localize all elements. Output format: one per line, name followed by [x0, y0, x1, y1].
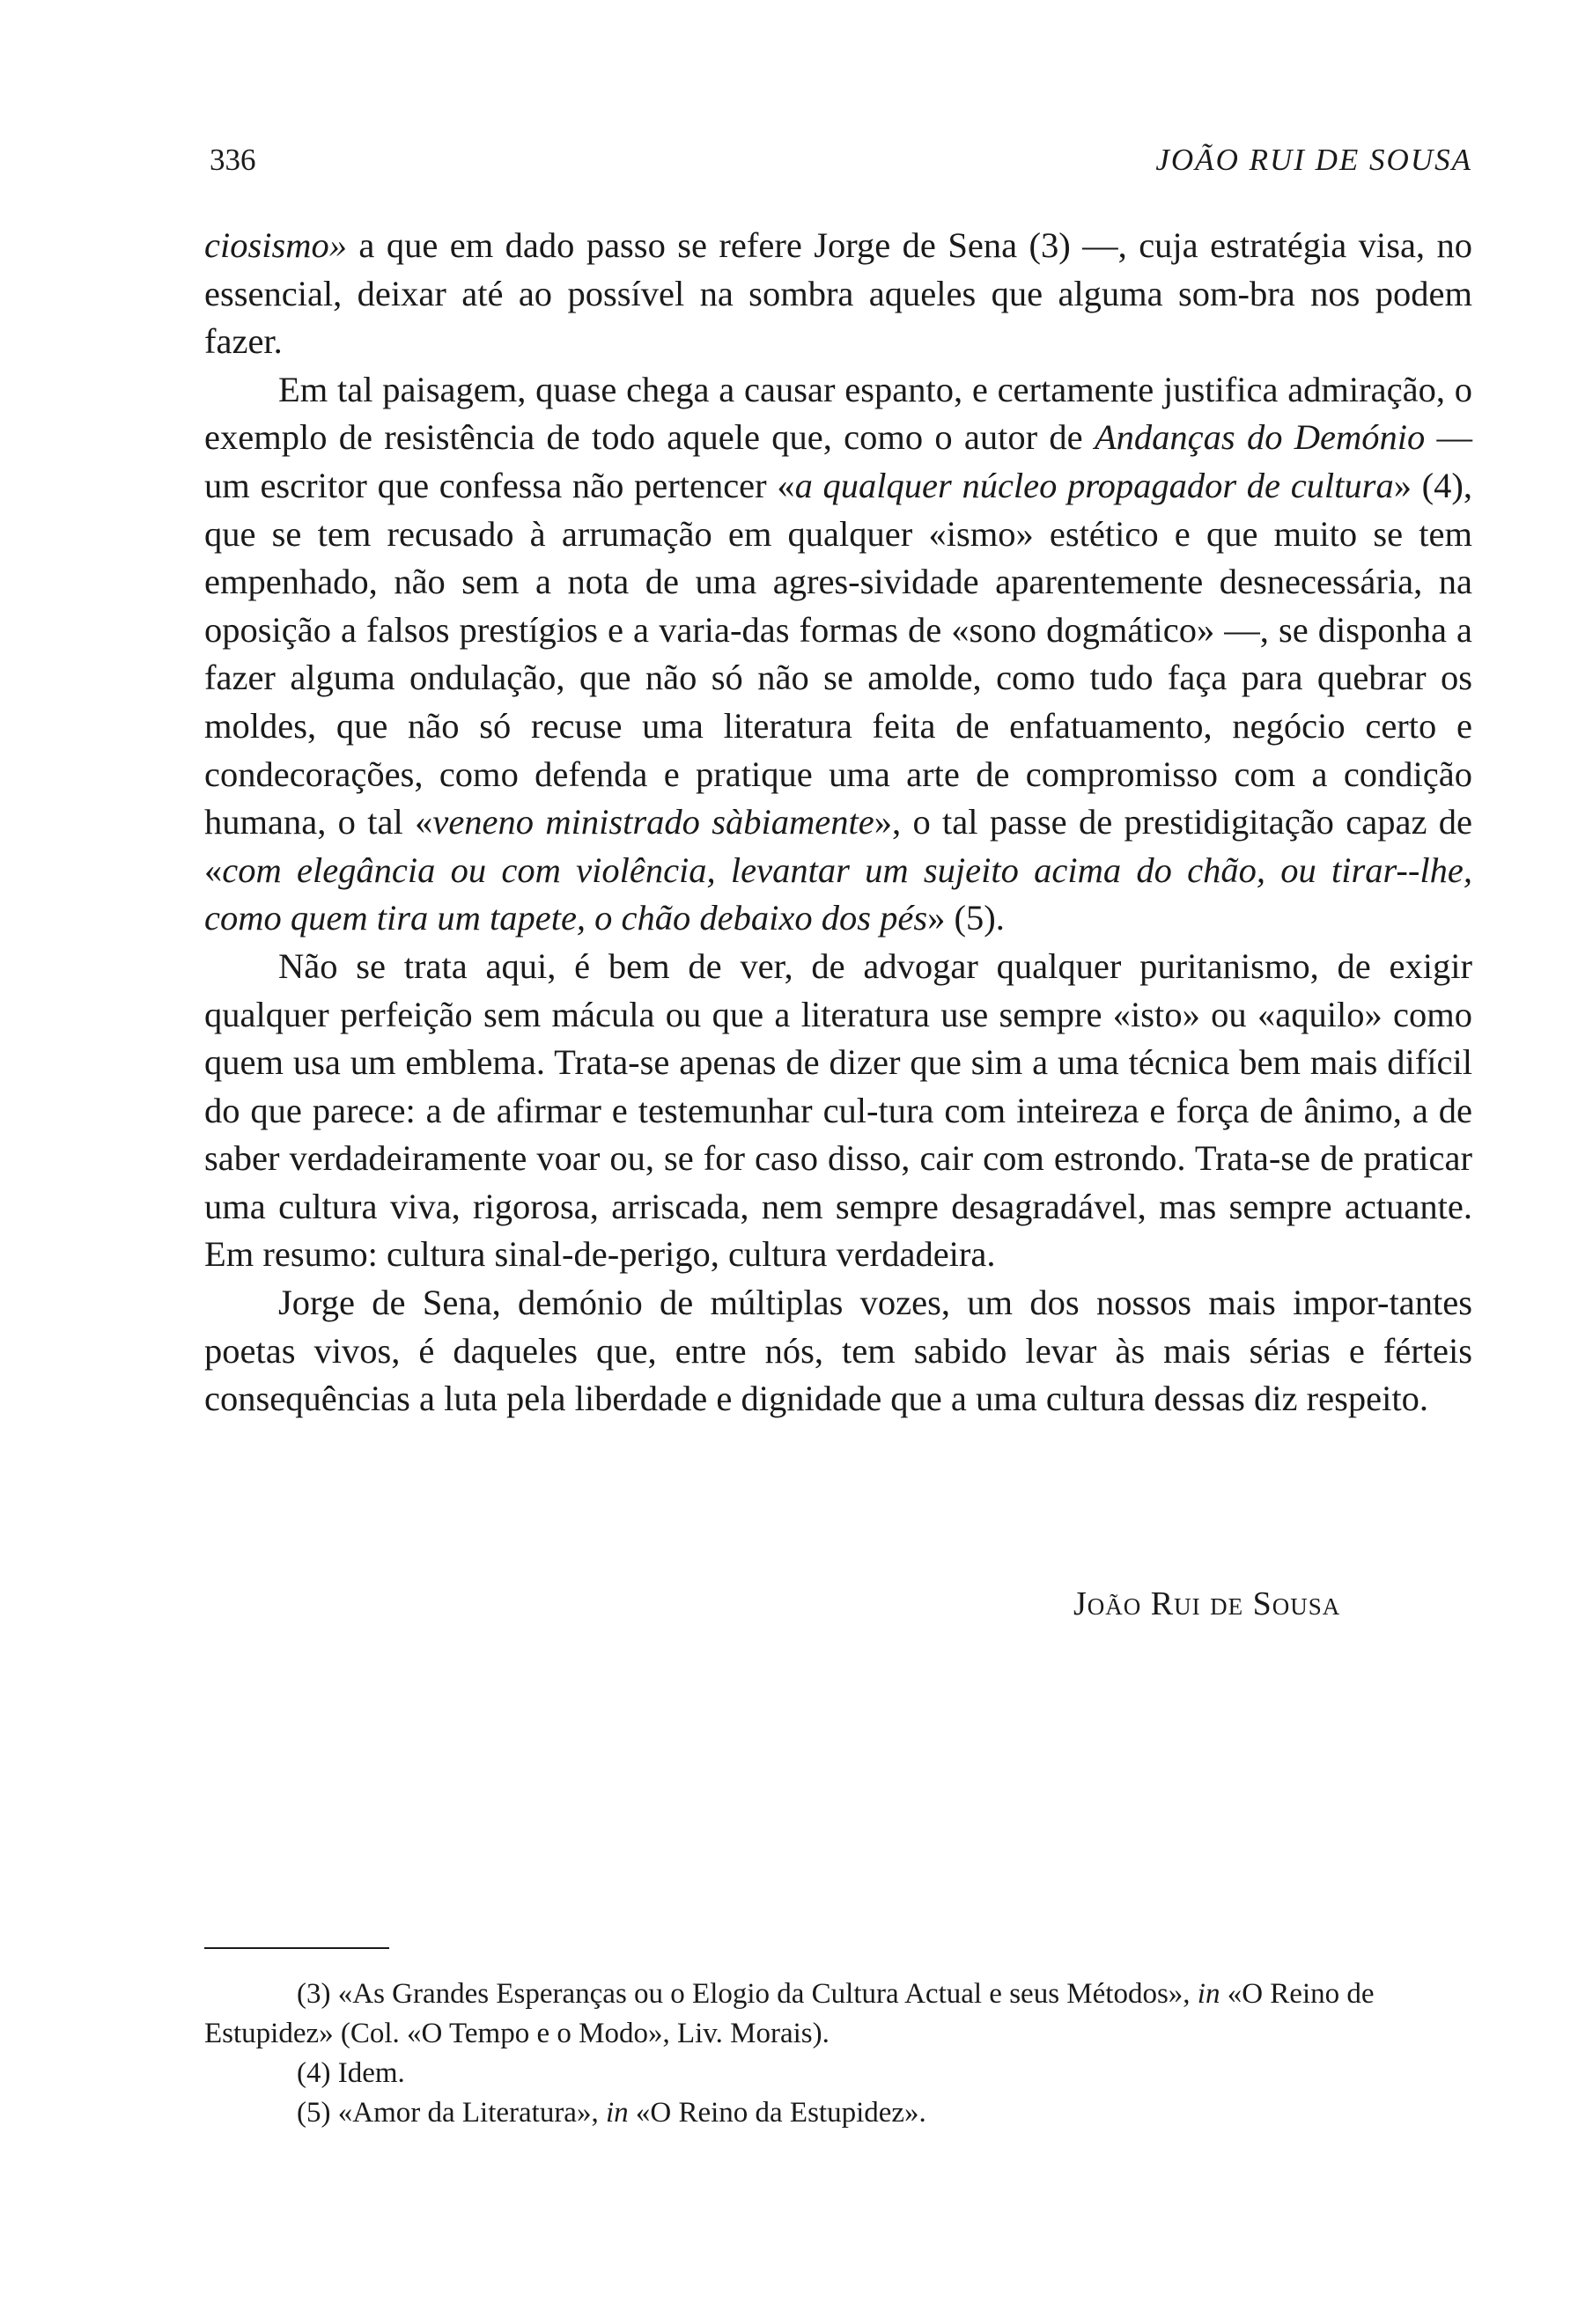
footnote-5: [204, 2093, 1455, 2133]
book-title: Andanças do Demónio: [1094, 417, 1426, 458]
text-run: — um escritor que confessa não pertencer «: [204, 417, 1473, 505]
text-run: a que em dado passo se refere Jorge de Sena: [347, 225, 1029, 265]
text-run: «As Grandes Esperanças ou o Elogio da Cultura Actual e seus Métodos»,: [330, 1978, 1198, 2010]
footnote-ref-3: (3): [1029, 225, 1071, 265]
text-run: »: [927, 898, 955, 938]
running-head: JOÃO RUI DE SOUSA: [1155, 143, 1472, 177]
paragraph-4: Jorge de Sena, demónio de múltiplas vozes, um dos nossos mais impor-tantes poetas vivos, é daqueles que, entre nós, tem sabido levar às mais sérias e férteis consequências a luta pela liberdade e dignidade que a uma cultura dessas diz respeito.: [204, 1283, 1472, 1419]
footnote-rule: [204, 1947, 389, 1949]
author-signature: João Rui de Sousa: [1073, 1585, 1341, 1622]
footnotes: [204, 1975, 1455, 2133]
italic-quote: a qualquer núcleo propagador de cultura: [794, 465, 1394, 505]
italic-text: in: [1197, 1978, 1220, 2010]
footnote-marker: (3): [297, 1978, 331, 2010]
footnote-3: [204, 1975, 1455, 2054]
paragraph-2: [204, 366, 1472, 943]
text-run: »: [1393, 465, 1422, 505]
paragraph-3: Não se trata aqui, é bem de ver, de advogar qualquer puritanismo, de exigir qualquer perfeição sem mácula ou que a literatura use sempre «isto» ou «aquilo» como quem usa um emblema. Trata-se apenas de dizer que sim a uma técnica bem mais difícil do que parece: a de afirmar e testemunhar cul-tura com inteireza e força de ânimo, a de saber verdadeiramente voar ou, se for caso disso, cair com estrondo. Trata-se de praticar uma cultura viva, rigorosa, arriscada, nem sempre desagradável, mas sempre actuante. Em resumo: cultura sinal-de-perigo, cultura verdadeira.: [204, 945, 1472, 1275]
body-text: [204, 222, 1472, 1423]
text-run: —, cuja estratégia visa, no essencial, deixar até ao possível na sombra aqueles que alguma som-bra nos podem fazer.: [204, 225, 1472, 362]
text-run: Idem.: [330, 2057, 405, 2089]
text-run: .: [995, 898, 1005, 938]
paragraph-1: [204, 222, 1472, 366]
footnote-ref-5: (5): [954, 898, 996, 938]
footnote-marker: (5): [297, 2097, 331, 2129]
italic-quote: veneno ministrado sàbiamente: [432, 802, 874, 842]
text-run: », o tal passe de prestidigitação capaz de «: [204, 802, 1473, 890]
text-run: «O Reino de Estupidez» (Col. «O Tempo e o Modo», Liv. Morais).: [204, 1978, 1375, 2049]
footnote-4: [204, 2054, 1455, 2093]
footnote-marker: (4): [297, 2057, 331, 2089]
text-run: Em tal paisagem, quase chega a causar espanto, e certamente justifica admiração, o exemplo de resistência de todo aquele que, como o autor de: [204, 369, 1472, 458]
italic-text: ciosismo»: [204, 225, 347, 265]
text-run: , que se tem recusado à arrumação em qualquer «ismo» estético e que muito se tem empenhado, não sem a nota de uma agres-sividade aparentemente desnecessária, na oposição a falsos prestígios e a varia-das formas de «sono dogmático» —, se disponha a fazer alguma ondulação, que não só não se amolde, como tudo faça para quebrar os moldes, que não só recuse uma literatura feita de enfatuamento, negócio certo e condecorações, como defenda e pratique uma arte de compromisso com a condição humana, o tal «: [204, 465, 1472, 842]
page-number: 336: [210, 143, 256, 177]
text-run: «O Reino da Estupidez».: [628, 2097, 926, 2129]
italic-text: in: [605, 2097, 629, 2129]
footnote-ref-4: (4): [1421, 465, 1464, 505]
text-run: «Amor da Literatura»,: [330, 2097, 606, 2129]
italic-quote: com elegância ou com violência, levantar um sujeito acima do chão, ou tirar--lhe, como quem tira um tapete, o chão debaixo dos pés: [204, 849, 1472, 938]
